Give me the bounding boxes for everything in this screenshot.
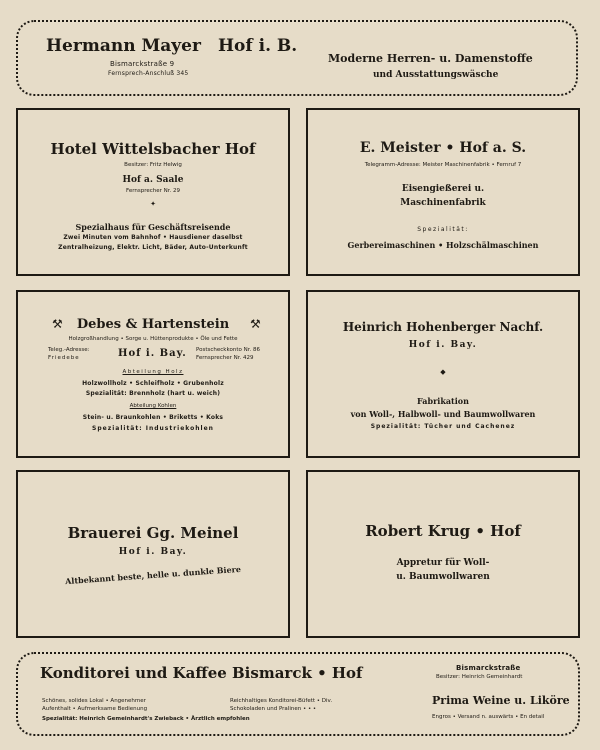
owner: Besitzer: Fritz Helwig <box>124 162 182 168</box>
telegram-address: Telegramm-Adresse: Meister Maschinenfabrik • Fernruf 7 <box>364 162 522 168</box>
wine-headline: Prima Weine u. Liköre <box>432 694 570 707</box>
telegram-value: Friedebe <box>48 355 80 361</box>
specialty: Spezialität: Heinrich Gemeinhardt's Zwieback • Ärztlich empfohlen <box>42 716 250 722</box>
phone: Fernsprecher Nr. 29 <box>125 188 181 194</box>
ad-hotel-wittelsbacher <box>16 108 290 276</box>
line-4: Spezialität: Industriekohlen <box>92 425 214 432</box>
street: Bismarckstraße 9 <box>110 60 175 68</box>
line-2: von Woll-, Halbwoll- und Baumwollwaren <box>350 409 536 419</box>
hammer-pick-icon: ⚒ <box>52 317 63 331</box>
ad-heinrich-hohenberger <box>306 290 580 458</box>
ad-title: Debes & Hartenstein <box>76 317 230 332</box>
ad-e-meister <box>306 108 580 276</box>
city: Hof i. B. <box>218 36 298 56</box>
ad-title: Heinrich Hohenberger Nachf. <box>342 320 544 334</box>
line-1: Spezialhaus für Geschäftsreisende <box>75 222 231 232</box>
ad-hermann-mayer <box>16 20 578 96</box>
line-4: Gerbereimaschinen • Holzschälmaschinen <box>347 240 539 250</box>
ad-title: Brauerei Gg. Meinel <box>67 524 239 542</box>
ad-title: Robert Krug • Hof <box>365 522 521 540</box>
ad-konditorei-bismarck <box>16 652 580 736</box>
line-1: Eisengießerei u. <box>401 184 485 194</box>
wine-subline: Engros • Versand n. auswärts • En detail <box>432 714 545 720</box>
street: Bismarckstraße <box>456 664 521 672</box>
section-coal: Abteilung Kohlen <box>129 403 177 409</box>
company-name: Hermann Mayer <box>46 36 201 56</box>
city: Hof a. Saale <box>122 175 184 185</box>
line-2: Maschinenfabrik <box>400 198 486 208</box>
ad-robert-krug <box>306 470 580 638</box>
line-2: Spezialität: Brennholz (hart u. weich) <box>85 390 221 397</box>
slogan: Altbekannt beste, helle u. dunkle Biere <box>64 563 242 587</box>
line-1: Fabrikation <box>417 396 469 406</box>
city: Hof i. Bay. <box>408 340 478 350</box>
ad-title: Hotel Wittelsbacher Hof <box>50 140 256 158</box>
ad-brauerei-meinel <box>16 470 290 638</box>
phone: Fernsprech-Anschluß 345 <box>108 70 189 77</box>
line-1: Holzwollholz • Schleifholz • Grubenholz <box>82 380 224 387</box>
line-3: Spezialität: <box>417 226 469 233</box>
divider-diamond: ◆ <box>440 368 446 376</box>
ad-title: E. Meister • Hof a. S. <box>359 140 527 156</box>
line-3: Zentralheizung, Elektr. Licht, Bäder, Auto-Unterkunft <box>58 244 248 251</box>
tagline-2: und Ausstattungswäsche <box>373 70 499 80</box>
postal-account: Postscheckkonto Nr. 86 <box>196 347 260 353</box>
city: Hof i. Bay. <box>118 547 188 557</box>
telegram-label: Teleg.-Adresse: <box>48 347 90 353</box>
line-2: u. Baumwollwaren <box>396 572 490 582</box>
hammer-pick-icon: ⚒ <box>250 317 261 331</box>
col1-line2: Aufenthalt • Aufmerksame Bedienung <box>42 706 148 712</box>
section-wood: Abteilung Holz <box>122 369 184 375</box>
col1-line1: Schönes, solides Lokal • Angenehmer <box>42 698 146 704</box>
line-3: Spezialität: Tücher und Cachenez <box>370 423 516 430</box>
owner: Besitzer: Heinrich Gemeinhardt <box>436 674 523 680</box>
ad-debes-hartenstein <box>16 290 290 458</box>
col2-line2: Schokoladen und Pralinen • • • <box>230 706 317 712</box>
tagline-1: Moderne Herren- u. Damenstoffe <box>328 52 533 65</box>
line-1: Appretur für Woll- <box>396 558 490 568</box>
col2-line1: Reichhaltiges Konditorei-Büfett • Div. <box>230 698 333 704</box>
subtitle: Holzgroßhandlung • Sorge u. Hüttenprodukte • Öle und Fette <box>68 336 238 342</box>
phone: Fernsprecher Nr. 429 <box>196 355 254 361</box>
divider-diamond: ✦ <box>150 200 156 208</box>
line-3: Stein- u. Braunkohlen • Briketts • Koks <box>82 414 224 421</box>
line-2: Zwei Minuten vom Bahnhof • Hausdiener daselbst <box>63 234 243 241</box>
ad-title: Konditorei und Kaffee Bismarck • Hof <box>40 664 363 682</box>
city: Hof i. Bay. <box>118 348 187 359</box>
